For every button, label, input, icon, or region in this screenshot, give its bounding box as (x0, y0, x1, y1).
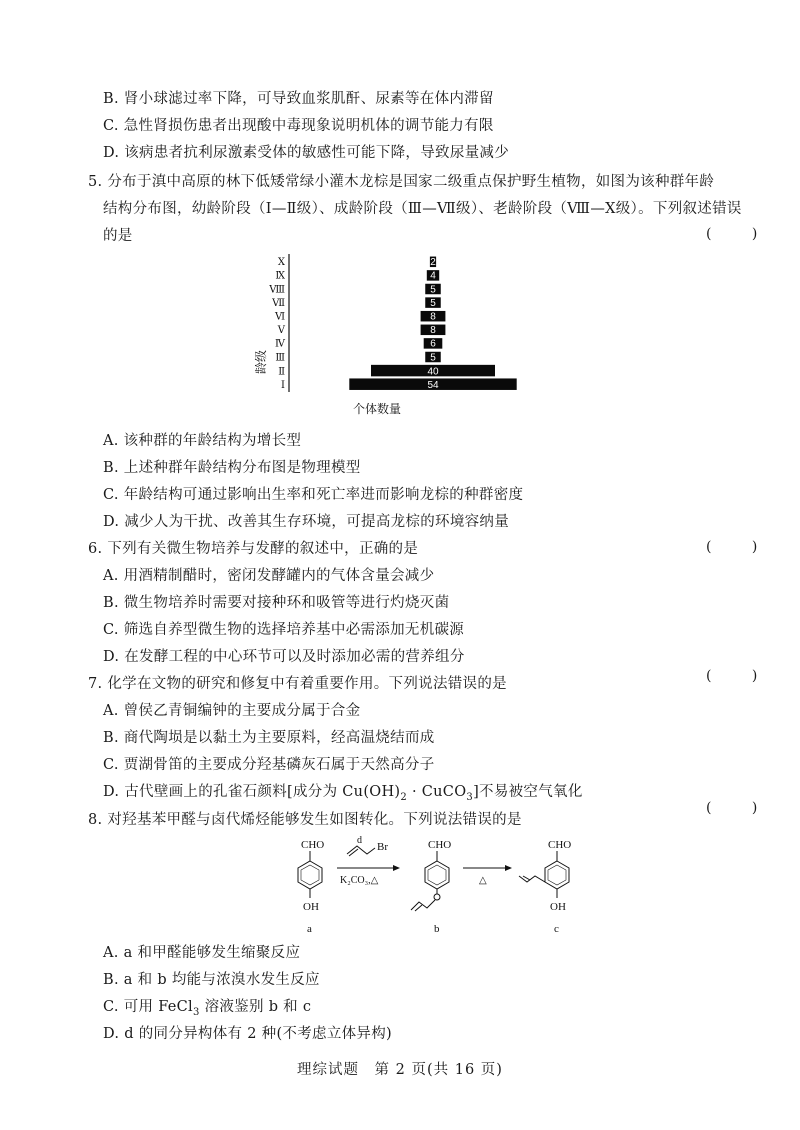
q4-option-d: D. 该病患者抗利尿激素受体的敏感性可能下降，导致尿量减少 (103, 145, 510, 161)
q8-option-b: B. a 和 b 均能与浓溴水发生反应 (103, 972, 320, 988)
reagent-d-label: d (357, 836, 362, 846)
q6-option-a: A. 用酒精制醋时，密闭发酵罐内的气体含量会减少 (103, 568, 435, 584)
q4-option-b: B. 肾小球滤过率下降，可导致血浆肌酐、尿素等在体内滞留 (103, 91, 494, 107)
q4-option-c: C. 急性肾损伤患者出现酸中毒现象说明机体的调节能力有限 (103, 118, 494, 134)
q5-option-d: D. 减少人为干扰、改善其生存环境，可提高龙棕的环境容纳量 (103, 514, 510, 530)
bar-value-label-2: 40 (427, 366, 439, 378)
arrow-1-head (393, 865, 400, 871)
label-c: c (554, 923, 559, 935)
bar-value-label-8: 5 (430, 284, 436, 296)
q8-sub-3: 3 (193, 1006, 200, 1018)
label-a: a (307, 923, 312, 935)
q7-option-d-post: ]不易被空气氧化 (473, 784, 583, 800)
bar-value-label-7: 5 (430, 297, 436, 309)
q5-stem-line1: 5. 分布于滇中高原的林下低矮常绿小灌木龙棕是国家二级重点保护野生植物，如图为该种群年龄 (88, 174, 715, 190)
q8-option-a: A. a 和甲醛能够发生缩聚反应 (103, 945, 301, 961)
b-cho-label: CHO (428, 839, 452, 851)
q8-option-d: D. d 的同分异构体有 2 种(不考虑立体异构) (103, 1026, 392, 1042)
c-oh-label: OH (550, 901, 566, 913)
bar-value-label-3: 5 (430, 352, 436, 364)
tick-label-10: Ⅹ (277, 257, 285, 269)
q7-sub-3: 3 (466, 791, 474, 803)
bar-value-label-5: 8 (430, 325, 436, 337)
q6-option-b: B. 微生物培养时需要对接种环和吸管等进行灼烧灭菌 (103, 595, 450, 611)
compound-b (411, 851, 449, 911)
q8-answer-bracket: ( ) (706, 800, 776, 816)
x-axis-label: 个体数量 (352, 402, 402, 416)
q7-option-a: A. 曾侯乙青铜编钟的主要成分属于合金 (103, 703, 361, 719)
page-footer: 理综试题 第 2 页(共 16 页) (297, 1062, 503, 1078)
q5-option-a: A. 该种群的年龄结构为增长型 (103, 433, 302, 449)
heat-label: △ (479, 875, 487, 886)
bar-value-label-6: 8 (430, 311, 436, 323)
tick-label-7: Ⅶ (272, 297, 285, 309)
q8-option-c (103, 997, 311, 1023)
bar-value-label-10: 2 (430, 257, 436, 269)
tick-label-8: Ⅷ (269, 284, 285, 296)
tick-label-3: Ⅲ (275, 352, 285, 364)
q6-answer-bracket: ( ) (706, 539, 776, 555)
age-structure-chart (245, 250, 615, 425)
bar-value-label-1: 54 (427, 379, 439, 391)
c-cho-label: CHO (548, 839, 572, 851)
reagent-d-structure (347, 846, 375, 856)
q8-option-c-post: 溶液鉴别 b 和 c (199, 999, 312, 1015)
bar-value-label-9: 4 (430, 270, 436, 282)
arrow-2-head (505, 865, 512, 871)
q7-option-d-pre: D. 古代壁画上的孔雀石颜料[成分为 Cu(OH) (103, 784, 401, 800)
a-cho-label: CHO (301, 839, 325, 851)
tick-label-5: Ⅴ (277, 325, 285, 337)
q7-option-b: B. 商代陶埙是以黏土为主要原料，经高温烧结而成 (103, 730, 435, 746)
a-oh-label: OH (303, 901, 319, 913)
q6-option-d: D. 在发酵工程的中心环节可以及时添加必需的营养组分 (103, 649, 465, 665)
label-b: b (434, 923, 440, 935)
q8-option-c-pre: C. 可用 FeCl (103, 999, 193, 1015)
tick-label-6: Ⅵ (274, 311, 285, 323)
d-br-label: Br (377, 841, 388, 853)
q5-stem-line3: 的是 (103, 228, 133, 244)
tick-label-4: Ⅳ (275, 338, 285, 350)
q5-stem-line2: 结构分布图，幼龄阶段（Ⅰ—Ⅱ级）、成龄阶段（Ⅲ—Ⅶ级）、老龄阶段（Ⅷ—Ⅹ级）。下列叙述错误 (103, 201, 742, 217)
bar-value-label-4: 6 (430, 338, 436, 350)
q7-stem: 7. 化学在文物的研究和修复中有着重要作用。下列说法错误的是 (88, 676, 507, 692)
q8-stem: 8. 对羟基苯甲醛与卤代烯烃能够发生如图转化。下列说法错误的是 (88, 812, 522, 828)
tick-label-9: Ⅸ (275, 270, 285, 282)
tick-label-2: Ⅱ (278, 366, 285, 378)
q7-option-c: C. 贾湖骨笛的主要成分羟基磷灰石属于天然高分子 (103, 757, 435, 773)
q6-option-c: C. 筛选自养型微生物的选择培养基中必需添加无机碳源 (103, 622, 465, 638)
compound-c (519, 851, 569, 898)
tick-label-1: Ⅰ (281, 379, 285, 391)
y-axis-label: 龄级 (254, 349, 268, 375)
q5-answer-bracket: ( ) (706, 226, 776, 242)
q7-sub-2: 2 (400, 791, 408, 803)
q7-option-d (103, 782, 583, 808)
q5-option-c: C. 年龄结构可通过影响出生率和死亡率进而影响龙棕的种群密度 (103, 487, 524, 503)
condition-label: K₂CO₃,△ (340, 875, 379, 886)
reaction-scheme (265, 836, 605, 936)
q7-option-d-mid: · CuCO (407, 784, 467, 800)
q6-stem: 6. 下列有关微生物培养与发酵的叙述中，正确的是 (88, 541, 419, 557)
q7-answer-bracket: ( ) (706, 668, 776, 684)
compound-a (298, 851, 322, 898)
q5-option-b: B. 上述种群年龄结构分布图是物理模型 (103, 460, 361, 476)
